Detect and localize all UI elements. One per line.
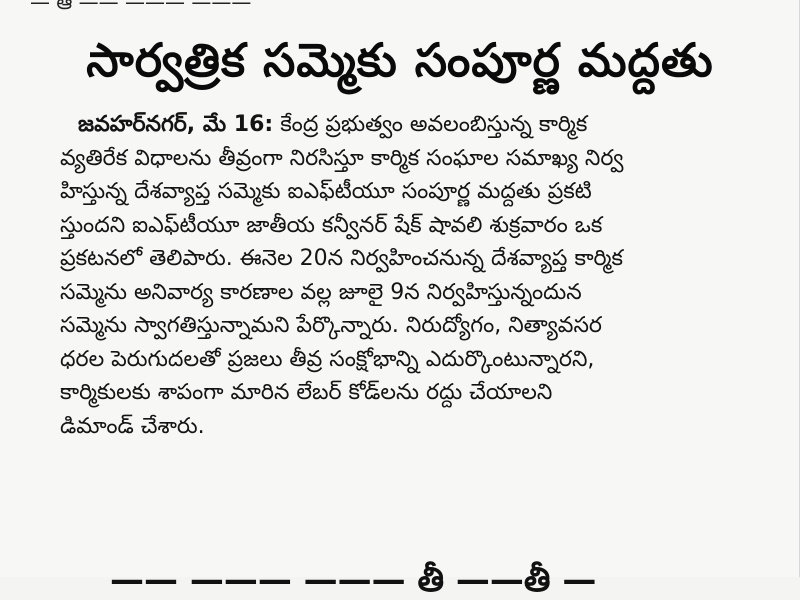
article-line-5: ప్రకటనలో తెలిపారు. ఈనెల 20న నిర్వహించనున్న దేశవ్యాప్త కార్మిక	[60, 246, 623, 271]
article-line-2: వ్యతిరేక విధాలను తీవ్రంగా నిరసిస్తూ కార్మిక సంఘాల సమాఖ్య నిర్వ	[60, 145, 624, 171]
article-line-4: స్తుందని ఐఎఫ్‌టీయూ జాతీయ కన్వీనర్ షేక్ షావలి శుక్రవారం ఒక	[60, 212, 603, 238]
cropped-next-headline-text: —— ——— ——— తీ ——తీ —	[110, 560, 597, 600]
article-line-1-text: కేంద్ర ప్రభుత్వం అవలంబిస్తున్న కార్మిక	[280, 112, 588, 137]
article-dateline: జవహర్‌నగర్, మే 16:	[78, 112, 274, 137]
article-headline: సార్వత్రిక సమ్మెకు సంపూర్ణ మద్దతు	[86, 33, 714, 87]
article-line-9: కార్మికులకు శాపంగా మారిన లేబర్ కోడ్‌లను రద్దు చేయాలని	[60, 380, 553, 405]
cropped-previous-article-text: — ఆ —— ——— ———	[30, 0, 252, 14]
article-line-3: హిస్తున్న దేశవ్యాప్త సమ్మెకు ఐఎఫ్‌టీయూ సంపూర్ణ మద్దతు ప్రకటి	[60, 179, 592, 204]
article-body	[60, 108, 766, 443]
article-line-6: సమ్మెను అనివార్య కారణాల వల్ల జూలై 9న నిర్వహిస్తున్నందున	[60, 279, 582, 305]
article-line-7: సమ్మెను స్వాగతిస్తున్నామని పేర్కొన్నారు. నిరుద్యోగం, నిత్యావసర	[60, 313, 602, 338]
article-line-10: డిమాండ్ చేశారు.	[60, 413, 205, 439]
article-line-1	[60, 108, 766, 142]
article-line-8: ధరల పెరుగుదలతో ప్రజలు తీవ్ర సంక్షోభాన్ని ఎదుర్కొంటున్నారని,	[60, 346, 595, 372]
